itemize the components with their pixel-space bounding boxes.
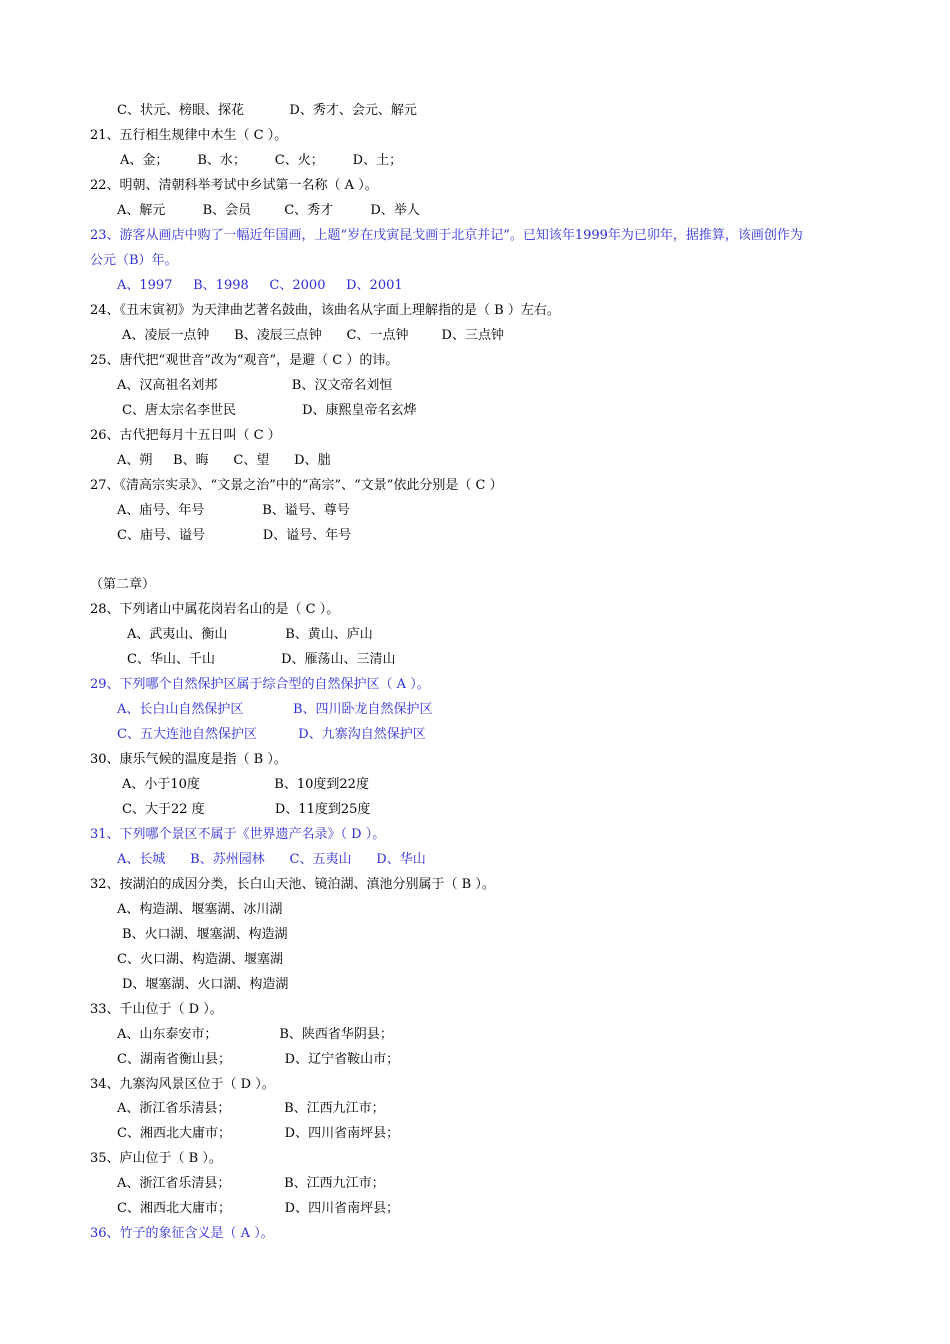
text-line: C、火口湖、构造湖、堰塞湖 bbox=[117, 952, 283, 967]
text-line: 25、唐代把“观世音”改为“观音”，是避（ C ）的讳。 bbox=[90, 353, 399, 368]
text-line: C、湘西北大庸市； D、四川省南坪县； bbox=[117, 1201, 400, 1216]
text-line: C、大于22 度 D、11度到25度 bbox=[122, 802, 371, 817]
text-line: A、浙江省乐清县； B、江西九江市； bbox=[117, 1101, 385, 1116]
text-line: A、解元 B、会员 C、秀才 D、举人 bbox=[117, 203, 420, 218]
text-line: C、湘西北大庸市； D、四川省南坪县； bbox=[117, 1126, 400, 1141]
text-line: C、唐太宗名李世民 D、康熙皇帝名玄烨 bbox=[122, 403, 417, 418]
text-line: C、华山、千山 D、雁荡山、三清山 bbox=[127, 652, 396, 667]
text-line: 28、下列诸山中属花岗岩名山的是（ C ）。 bbox=[90, 602, 340, 617]
text-line: A、武夷山、衡山 B、黄山、庐山 bbox=[127, 627, 373, 642]
text-line: 31、下列哪个景区不属于《世界遗产名录》（ D ）。 bbox=[90, 827, 386, 842]
text-line: A、山东泰安市； B、陕西省华阴县； bbox=[117, 1027, 393, 1042]
text-line: 公元（B）年。 bbox=[90, 253, 178, 268]
text-line: 36、竹子的象征含义是（ A ）。 bbox=[90, 1226, 274, 1241]
text-line: A、构造湖、堰塞湖、冰川湖 bbox=[117, 902, 283, 917]
text-line: 35、庐山位于（ B ）。 bbox=[90, 1151, 222, 1166]
text-line: C、五大连池自然保护区 D、九寨沟自然保护区 bbox=[117, 727, 426, 742]
text-line: 22、明朝、清朝科举考试中乡试第一名称（ A ）。 bbox=[90, 178, 378, 193]
text-line: B、火口湖、堰塞湖、构造湖 bbox=[122, 927, 288, 942]
text-line: A、朔 B、晦 C、望 D、朏 bbox=[117, 453, 331, 468]
text-line: 32、按湖泊的成因分类，长白山天池、镜泊湖、滇池分别属于（ B ）。 bbox=[90, 877, 495, 892]
text-line: C、庙号、谥号 D、谥号、年号 bbox=[117, 528, 352, 543]
text-line: 26、古代把每月十五日叫（ C ） bbox=[90, 428, 281, 443]
text-line: 33、千山位于（ D ）。 bbox=[90, 1002, 223, 1017]
text-line: 21、五行相生规律中木生（ C ）。 bbox=[90, 128, 288, 143]
text-line: A、庙号、年号 B、谥号、尊号 bbox=[117, 503, 350, 518]
text-line: 23、游客从画店中购了一幅近年国画，上题“岁在戊寅昆戈画于北京并记”。已知该年1999年为已卯年，据推算，该画创作为 bbox=[90, 228, 803, 243]
text-line: （第二章） bbox=[90, 577, 156, 592]
text-line: A、长城 B、苏州园林 C、五夷山 D、华山 bbox=[117, 852, 426, 867]
text-line: C、湖南省衡山县； D、辽宁省鞍山市； bbox=[117, 1052, 400, 1067]
text-line: 27、《清高宗实录》、“文景之治”中的“高宗”、“文景”依此分别是（ C ） bbox=[90, 478, 503, 493]
text-line: A、长白山自然保护区 B、四川卧龙自然保护区 bbox=[117, 702, 433, 717]
text-line: A、1997 B、1998 C、2000 D、2001 bbox=[117, 278, 403, 293]
text-line: A、汉高祖名刘邦 B、汉文帝名刘恒 bbox=[117, 378, 393, 393]
text-line: 29、下列哪个自然保护区属于综合型的自然保护区（ A ）。 bbox=[90, 677, 430, 692]
text-line: D、堰塞湖、火口湖、构造湖 bbox=[122, 977, 289, 992]
text-line: C、状元、榜眼、探花 D、秀才、会元、解元 bbox=[117, 103, 417, 118]
text-line: 24、《丑末寅初》为天津曲艺著名鼓曲，该曲名从字面上理解指的是（ B ）左右。 bbox=[90, 303, 560, 318]
text-line: 34、九寨沟风景区位于（ D ）。 bbox=[90, 1077, 275, 1092]
text-line: A、金； B、水； C、火； D、土； bbox=[120, 153, 403, 168]
text-line: 30、康乐气候的温度是指（ B ）。 bbox=[90, 752, 287, 767]
text-line: A、浙江省乐清县； B、江西九江市； bbox=[117, 1176, 385, 1191]
text-line: A、凌辰一点钟 B、凌辰三点钟 C、一点钟 D、三点钟 bbox=[122, 328, 504, 343]
text-line: A、小于10度 B、10度到22度 bbox=[122, 777, 369, 792]
